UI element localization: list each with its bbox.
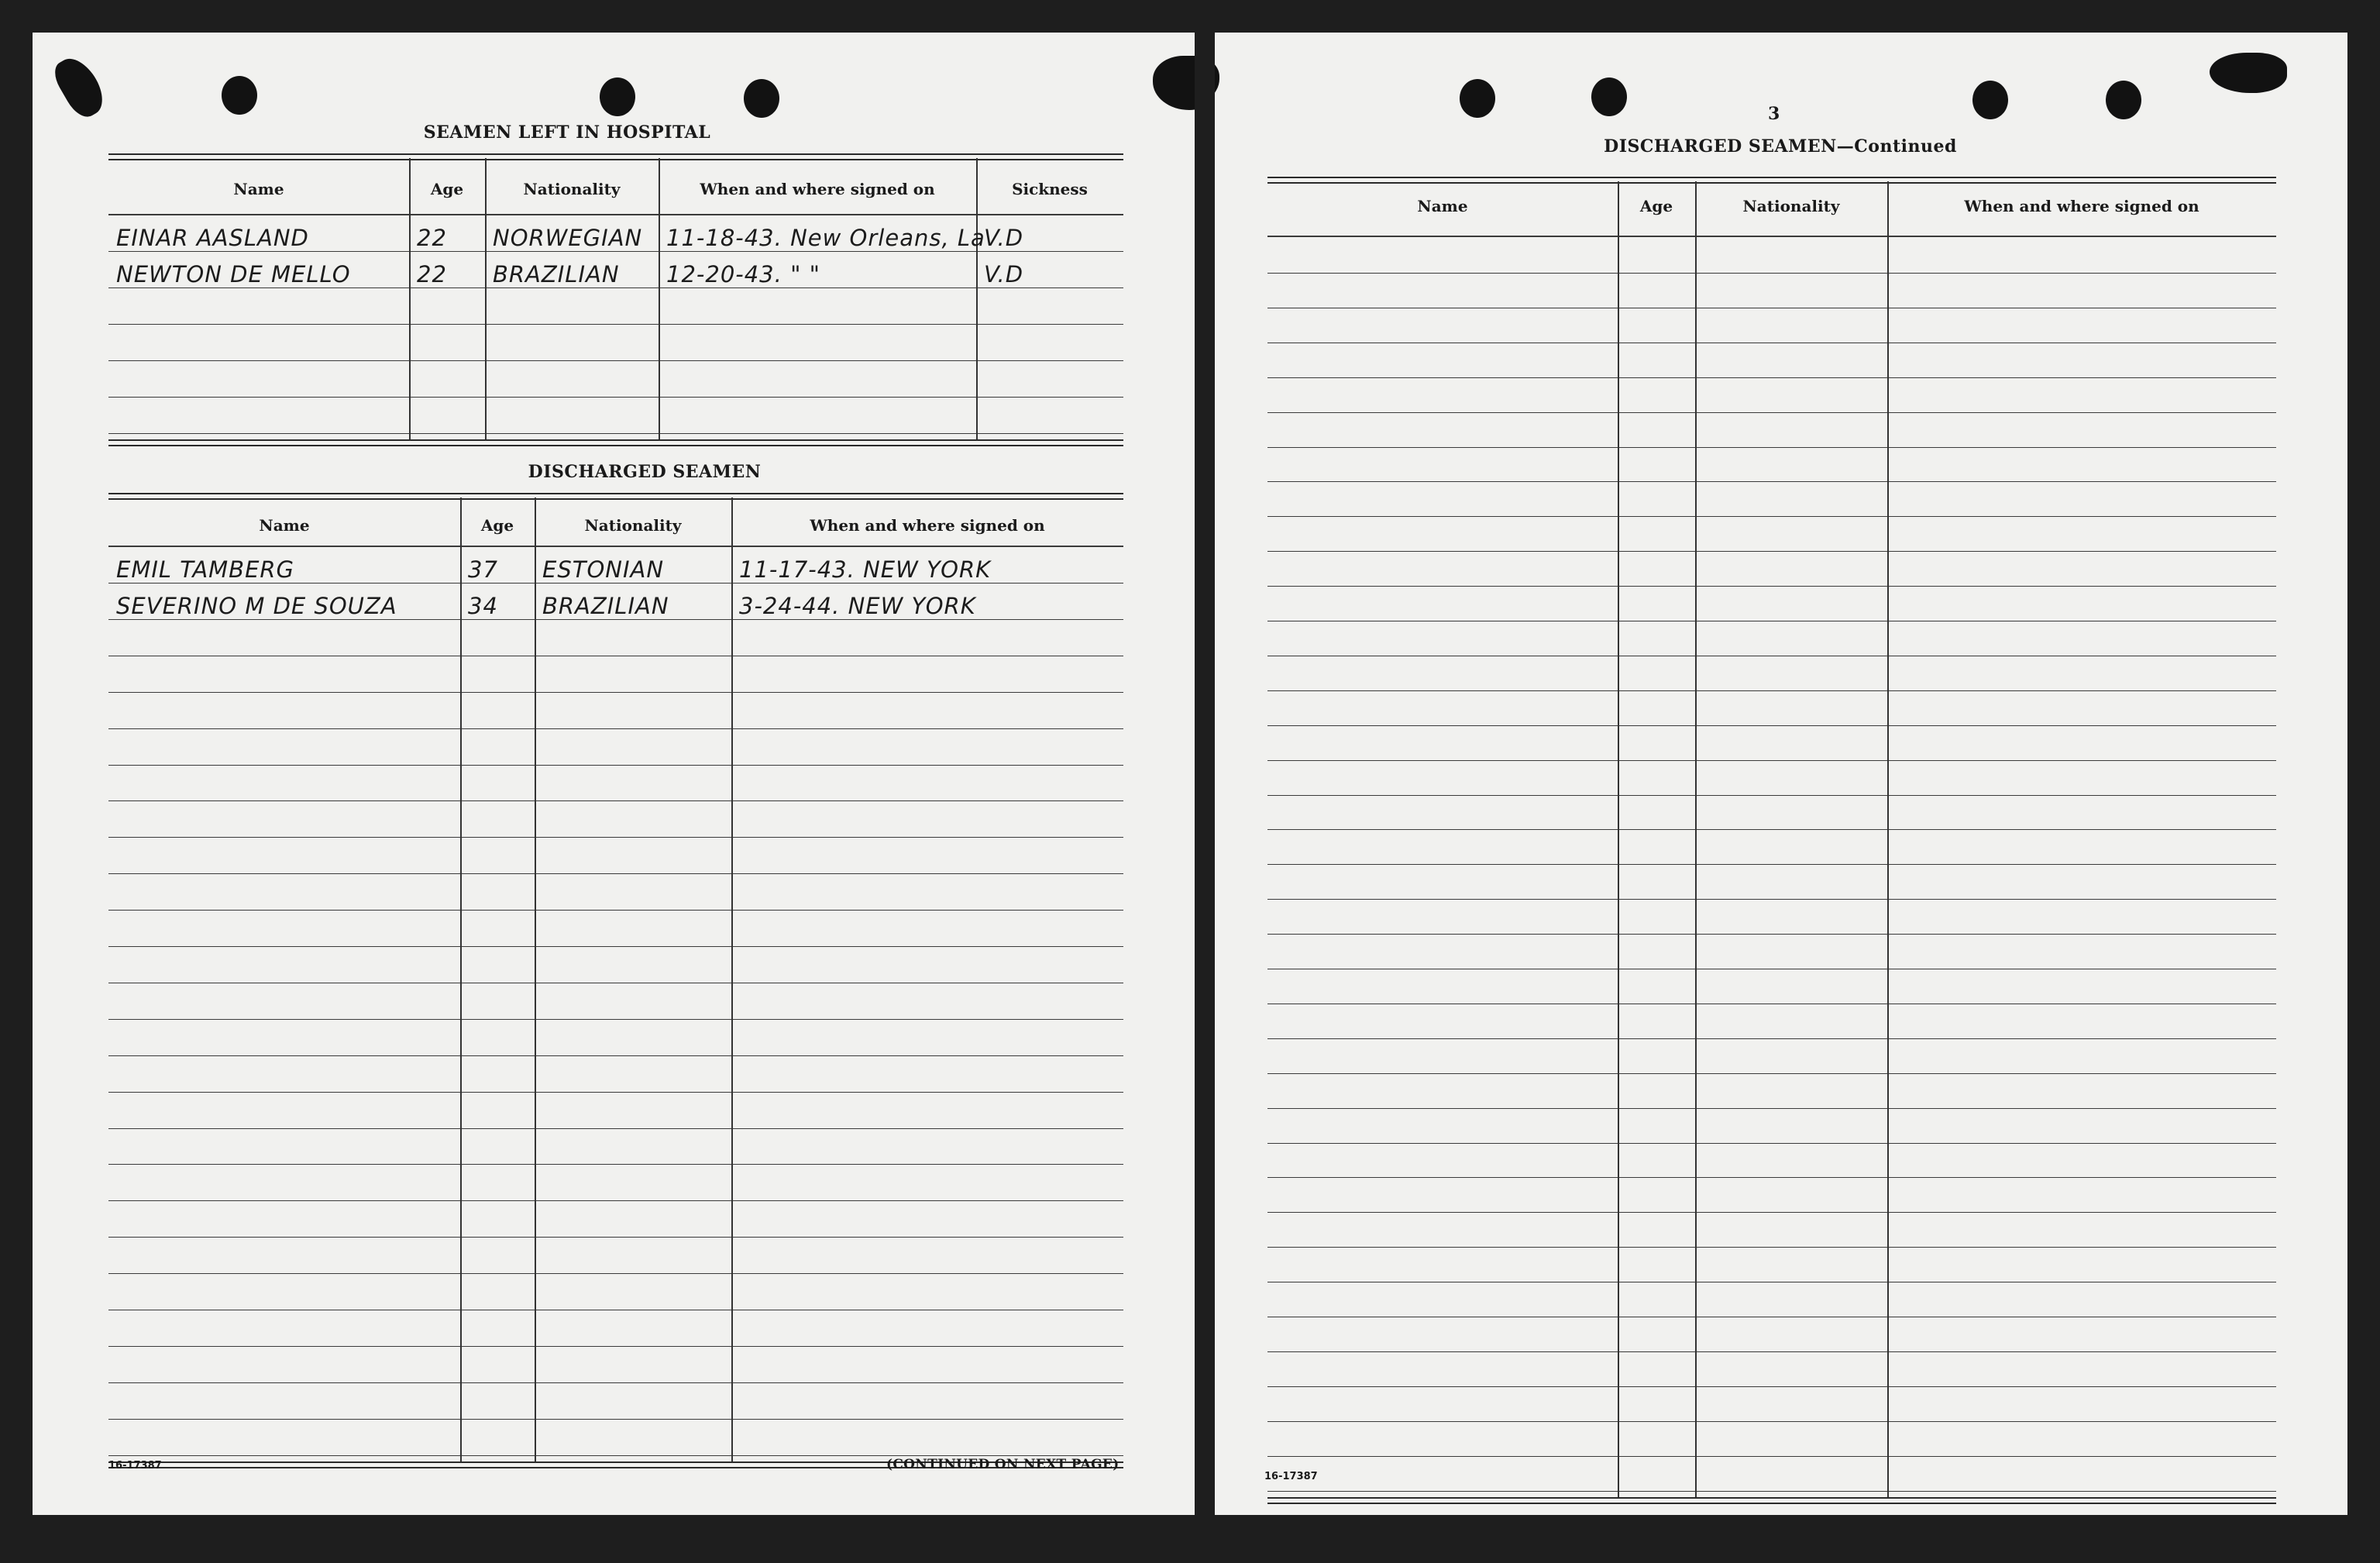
right-section-title: DISCHARGED SEAMEN—Continued — [1604, 136, 1957, 157]
row-line — [1267, 690, 2276, 691]
row-line — [1267, 899, 2276, 900]
punch-hole — [600, 77, 635, 116]
column-header-nationality: Nationality — [523, 180, 621, 198]
row-line — [1267, 273, 2276, 274]
row-line — [108, 1055, 1123, 1056]
row-line — [108, 765, 1123, 766]
table-bottom-rule — [1267, 1497, 2276, 1504]
row-line — [108, 1419, 1123, 1420]
row-line — [1267, 1073, 2276, 1074]
row-line — [1267, 1491, 2276, 1492]
row-line — [1267, 551, 2276, 552]
column-divider — [1695, 181, 1697, 1497]
row-line — [1267, 760, 2276, 761]
punch-hole — [2106, 81, 2141, 119]
row-line — [108, 287, 1123, 288]
punch-hole — [1972, 81, 2008, 119]
row-line — [108, 692, 1123, 693]
row-line — [1267, 481, 2276, 482]
handwritten-nationality: ESTONIAN — [542, 556, 665, 583]
row-line — [108, 800, 1123, 801]
row-line — [1267, 1143, 2276, 1144]
row-line — [108, 728, 1123, 729]
column-header-signed-on: When and where signed on — [700, 180, 935, 198]
handwritten-signed-on: 3-24-44. NEW YORK — [739, 592, 976, 619]
row-line — [108, 1164, 1123, 1165]
row-line — [108, 583, 1123, 584]
column-header-name: Name — [259, 516, 310, 535]
row-line — [108, 1382, 1123, 1383]
ink-blot — [49, 51, 111, 122]
row-line — [108, 1273, 1123, 1274]
handwritten-signed-on: 12-20-43. " " — [666, 261, 820, 287]
row-line — [1267, 864, 2276, 865]
discharged-section-title: DISCHARGED SEAMEN — [528, 462, 762, 482]
handwritten-name: EMIL TAMBERG — [116, 556, 295, 583]
handwritten-nationality: BRAZILIAN — [493, 261, 620, 287]
row-line — [108, 1128, 1123, 1129]
row-line — [108, 360, 1123, 361]
punch-hole — [1591, 77, 1627, 116]
column-header-age: Age — [430, 180, 464, 198]
column-divider — [976, 158, 978, 439]
left-page — [33, 33, 1195, 1515]
row-line — [1267, 1212, 2276, 1213]
handwritten-nationality: NORWEGIAN — [493, 225, 643, 251]
row-line — [108, 619, 1123, 620]
row-line — [108, 910, 1123, 911]
column-header-sickness: Sickness — [1012, 180, 1088, 198]
row-line — [108, 1092, 1123, 1093]
hospital-section-title: SEAMEN LEFT IN HOSPITAL — [423, 122, 711, 143]
row-line — [1267, 1421, 2276, 1422]
row-line — [1267, 829, 2276, 830]
row-line — [1267, 447, 2276, 448]
header-rule — [108, 214, 1123, 215]
row-line — [1267, 1177, 2276, 1178]
row-line — [108, 1200, 1123, 1201]
handwritten-age: 34 — [468, 592, 498, 619]
row-line — [1267, 516, 2276, 517]
handwritten-nationality: BRAZILIAN — [542, 592, 669, 619]
punch-hole — [744, 79, 779, 118]
header-rule — [1267, 236, 2276, 237]
column-header-signed-on: When and where signed on — [1964, 197, 2199, 215]
row-line — [108, 1019, 1123, 1020]
row-line — [1267, 725, 2276, 726]
row-line — [1267, 586, 2276, 587]
column-divider — [535, 497, 536, 1461]
table-top-rule — [1267, 177, 2276, 184]
row-line — [1267, 412, 2276, 413]
handwritten-age: 22 — [417, 225, 447, 251]
row-line — [1267, 934, 2276, 935]
row-line — [1267, 1351, 2276, 1352]
column-header-nationality: Nationality — [1742, 197, 1840, 215]
column-header-name: Name — [233, 180, 284, 198]
column-header-age: Age — [480, 516, 514, 535]
ink-blot — [1153, 56, 1195, 110]
table-bottom-rule — [108, 439, 1123, 446]
column-header-signed-on: When and where signed on — [810, 516, 1045, 535]
column-divider — [460, 497, 462, 1461]
column-divider — [409, 158, 411, 439]
punch-hole — [222, 76, 257, 115]
continued-note: (CONTINUED ON NEXT PAGE) — [886, 1457, 1119, 1472]
handwritten-name: NEWTON DE MELLO — [116, 261, 351, 287]
row-line — [1267, 1108, 2276, 1109]
row-line — [1267, 1386, 2276, 1387]
form-number: 16-17387 — [1264, 1471, 1318, 1482]
punch-hole — [1460, 79, 1495, 118]
handwritten-age: 37 — [468, 556, 498, 583]
column-header-name: Name — [1417, 197, 1468, 215]
right-page — [1215, 33, 2347, 1515]
row-line — [108, 1455, 1123, 1456]
table-top-rule — [108, 493, 1123, 500]
row-line — [108, 946, 1123, 947]
row-line — [108, 251, 1123, 252]
ink-blot — [1215, 54, 1219, 108]
row-line — [108, 1346, 1123, 1347]
row-line — [108, 433, 1123, 434]
handwritten-signed-on: 11-18-43. New Orleans, La — [666, 225, 985, 251]
row-line — [1267, 377, 2276, 378]
column-divider — [659, 158, 660, 439]
column-header-age: Age — [1639, 197, 1673, 215]
table-top-rule — [108, 153, 1123, 160]
row-line — [1267, 1038, 2276, 1039]
handwritten-name: SEVERINO M DE SOUZA — [116, 592, 397, 619]
handwritten-sickness: V.D — [984, 225, 1024, 251]
column-divider — [485, 158, 487, 439]
handwritten-age: 22 — [417, 261, 447, 287]
form-number: 16-17387 — [108, 1460, 162, 1472]
column-divider — [1618, 181, 1619, 1497]
ink-blot — [2210, 53, 2287, 93]
row-line — [1267, 1247, 2276, 1248]
handwritten-name: EINAR AASLAND — [116, 225, 309, 251]
column-divider — [731, 497, 733, 1461]
row-line — [1267, 1456, 2276, 1457]
row-line — [108, 324, 1123, 325]
row-line — [108, 397, 1123, 398]
row-line — [1267, 795, 2276, 796]
column-header-nationality: Nationality — [584, 516, 682, 535]
handwritten-sickness: V.D — [984, 261, 1024, 287]
header-rule — [108, 546, 1123, 547]
handwritten-signed-on: 11-17-43. NEW YORK — [739, 556, 992, 583]
row-line — [108, 837, 1123, 838]
column-divider — [1887, 181, 1889, 1497]
row-line — [108, 1237, 1123, 1238]
row-line — [108, 873, 1123, 874]
page-number: 3 — [1768, 104, 1780, 124]
